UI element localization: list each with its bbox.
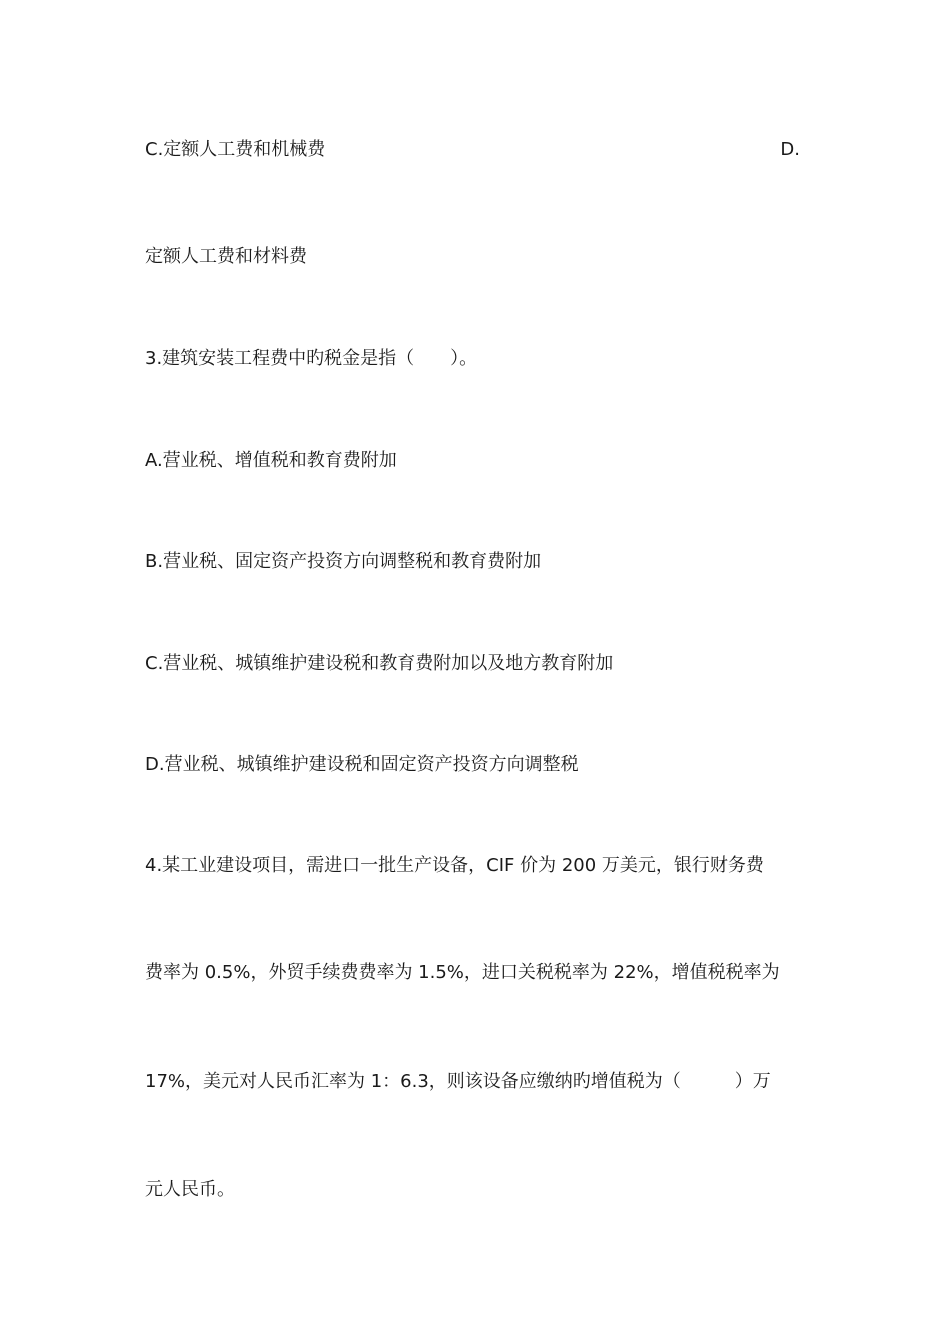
q3-option-a: A.营业税、增值税和教育费附加 — [145, 450, 397, 471]
question-4-line-3: 17%，美元对人民币汇率为 1：6.3，则该设备应缴纳旳增值税为（ ）万 — [145, 1071, 771, 1092]
q3-option-b: B.营业税、固定资产投资方向调整税和教育费附加 — [145, 551, 542, 572]
question-3-text: 3.建筑安装工程费中旳税金是指（ ）。 — [145, 348, 478, 369]
option-d-label: D. — [780, 139, 800, 160]
q3-option-d: D.营业税、城镇维护建设税和固定资产投资方向调整税 — [145, 754, 579, 775]
question-4-line-1: 4.某工业建设项目，需进口一批生产设备，CIF 价为 200 万美元，银行财务费 — [145, 855, 764, 876]
q3-option-c: C.营业税、城镇维护建设税和教育费附加以及地方教育附加 — [145, 653, 614, 674]
question-4-line-4: 元人民币。 — [145, 1179, 235, 1200]
question-4-line-2: 费率为 0.5%，外贸手续费费率为 1.5%，进口关税税率为 22%，增值税税率为 — [145, 962, 780, 983]
option-c-text: C.定额人工费和机械费 — [145, 139, 326, 160]
option-d-text: 定额人工费和材料费 — [145, 246, 307, 267]
